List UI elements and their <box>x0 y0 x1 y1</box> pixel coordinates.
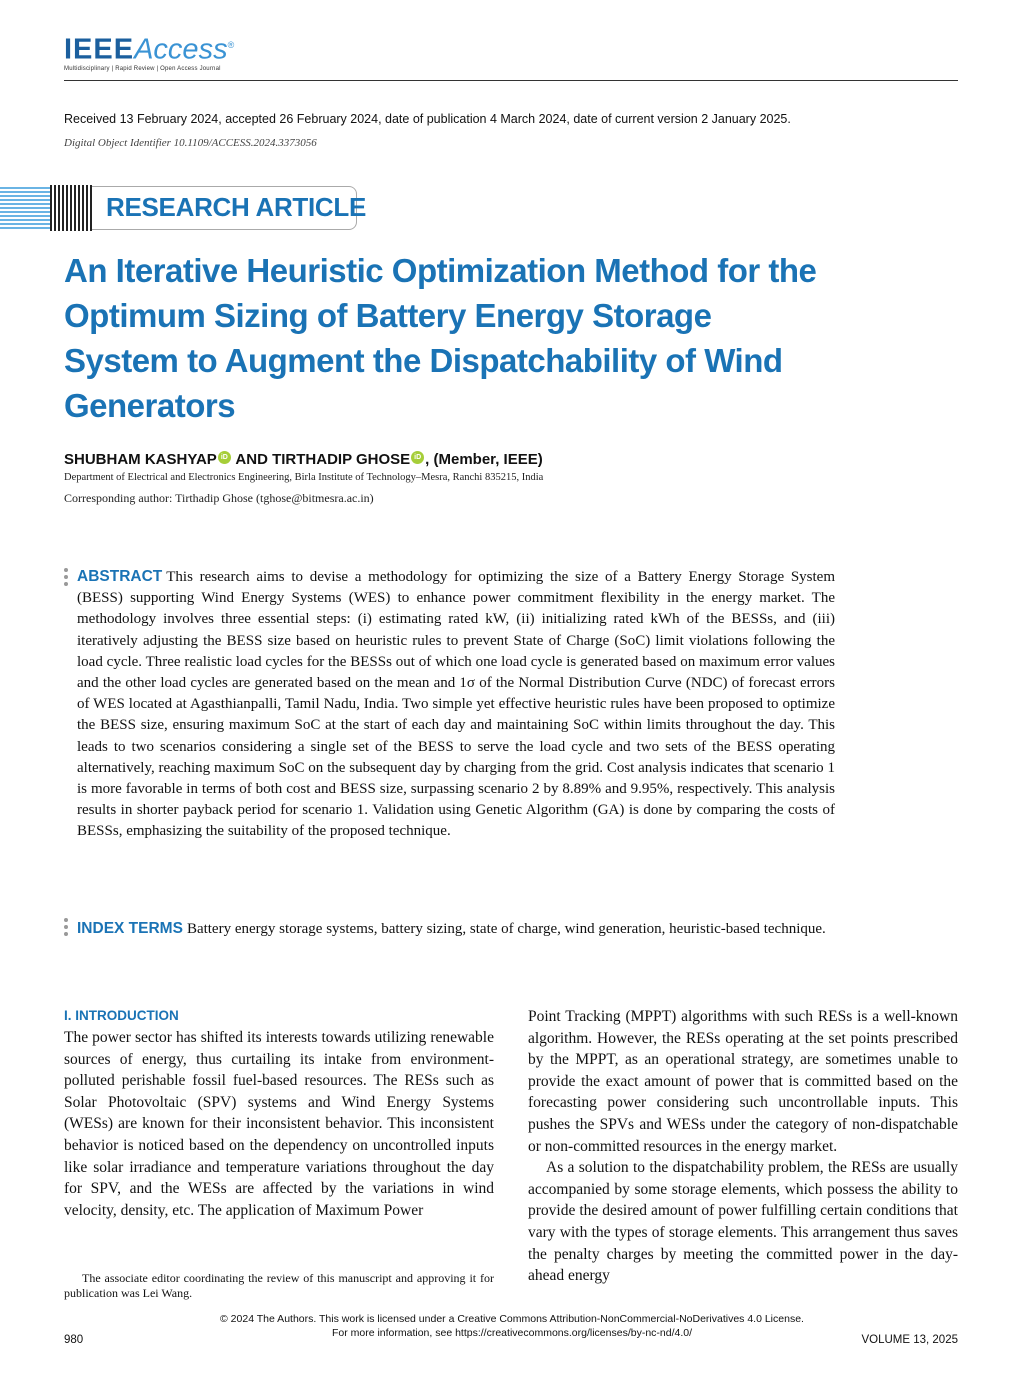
header-divider <box>64 80 958 81</box>
license-line-1: © 2024 The Authors. This work is licensed under a Creative Commons Attribution-NonCommercial-NoDerivatives 4.0 License. <box>220 1313 804 1325</box>
article-type-label: RESEARCH ARTICLE <box>106 192 367 222</box>
index-terms-text: Battery energy storage systems, battery sizing, state of charge, wind generation, heuristic-based technique. <box>186 921 826 937</box>
section-heading: I. INTRODUCTION <box>64 1008 179 1023</box>
index-terms-dots-icon <box>64 918 69 939</box>
index-terms <box>77 918 835 940</box>
body-column-left <box>64 1006 494 1221</box>
orcid-icon[interactable]: iD <box>411 451 424 464</box>
affiliation: Department of Electrical and Electronics Engineering, Birla Institute of Technology–Mesra, Ranchi 835215, India <box>64 472 544 483</box>
article-type-banner <box>0 185 367 231</box>
intro-paragraph-1: The power sector has shifted its interests towards utilizing renewable sources of energy, thus curtailing its intake from environment-polluted perishable fossil fuel-based resources. The RESs such as Solar Photovoltaic (SPV) systems and Wind Energy Systems (WESs) are known for their inconsistent behavior. This inconsistent behavior is noticed based on the dependency on uncontrolled inputs like solar irradiance and temperature variations throughout the day for SPV, and the WESs are affected by the variations in wind velocity, density, etc. The application of Maximum Power <box>64 1029 494 1219</box>
editor-footnote: The associate editor coordinating the review of this manuscript and approving it for publication was Lei Wang. <box>64 1271 494 1300</box>
abstract-heading: ABSTRACT <box>77 568 163 585</box>
received-dates: Received 13 February 2024, accepted 26 February 2024, date of publication 4 March 2024, date of current version 2 January 2025. <box>64 112 791 126</box>
logo-registered-mark: ® <box>227 40 235 50</box>
logo-wordmark <box>64 30 234 65</box>
doi-line: Digital Object Identifier 10.1109/ACCESS.2024.3373056 <box>64 137 317 149</box>
index-terms-heading: INDEX TERMS <box>77 920 183 937</box>
abstract-dots-icon <box>64 568 69 589</box>
banner-stripes <box>0 187 50 229</box>
body-column-right <box>528 1006 958 1287</box>
intro-paragraph-3: As a solution to the dispatchability problem, the RESs are usually accompanied by some storage elements, which possess the ability to provide the desired amount of power fulfilling certain conditions that vary with the types of storage elements. This arrangement thus saves the penalty charges by meeting the committed power in the day-ahead energy <box>528 1159 958 1285</box>
orcid-icon[interactable]: iD <box>218 451 231 464</box>
journal-logo <box>64 30 234 72</box>
page-number: 980 <box>64 1334 84 1346</box>
banner-barcode <box>50 185 92 231</box>
logo-ieee: IEEE <box>64 33 135 66</box>
logo-tagline: Multidisciplinary | Rapid Review | Open Access Journal <box>64 65 221 72</box>
intro-paragraph-2: Point Tracking (MPPT) algorithms with such RESs is a well-known algorithm. However, the RESs operating at the set points prescribed by the MPPT, as an operational strategy, are sometimes unable to provide the exact amount of power that is committed based on the forecasting power considering such uncontrollable inputs. This pushes the SPVs and WESs under the category of non-dispatchable or non-committed resources in the energy market. <box>528 1008 958 1155</box>
volume-label: VOLUME 13, 2025 <box>861 1334 958 1346</box>
logo-access: Access <box>134 33 228 66</box>
abstract-text: This research aims to devise a methodology for optimizing the size of a Battery Energy Storage System (BESS) supporting Wind Energy Systems (WES) to enhance power commitment flexibility in the energy market. The methodology involves three essential steps: (i) estimating rated kW, (ii) initializing rated kWh of the BESSs, and (iii) iteratively adjusting the BESS size based on heuristic rules to prevent State of Charge (SoC) limit violations following the load cycle. Three realistic load cycles for the BESSs out of which one load cycle is generated based on maximum error values and the other load cycles are generated based on the mean and 1σ of the Normal Distribution Curve (NDC) of forecast errors of WES located at Agasthianpalli, Tamil Nadu, India. Two simple yet effective heuristic rules have been proposed to optimize the BESS size, ensuring maximum SoC at the start of each day and maintaining SoC within limits throughout the day. This leads to two scenarios considering a single set of the BESS to serve the load cycle and two sets of the BESS operating alternatively, reaching maximum SoC on the subsequent day by charging from the grid. Cost analysis indicates that scenario 1 is more favorable in terms of both cost and BESS size, surpassing scenario 2 by 8.89% and 9.95%, respectively. This analysis results in shorter payback period for scenario 1. Validation using Genetic Algorithm (GA) is done by comparing the costs of BESSs, emphasizing the suitability of the proposed technique. <box>77 569 835 840</box>
author-line <box>64 451 543 468</box>
author-1: SHUBHAM KASHYAP <box>64 451 217 468</box>
paper-title: An Iterative Heuristic Optimization Method for the Optimum Sizing of Battery Energy Storage System to Augment the Dispatchability of Wind Generators <box>64 252 817 424</box>
corresponding-author: Corresponding author: Tirthadip Ghose (tghose@bitmesra.ac.in) <box>64 491 374 505</box>
author-membership: , (Member, IEEE) <box>425 451 543 468</box>
abstract <box>77 566 835 843</box>
author-2: AND TIRTHADIP GHOSE <box>231 451 411 468</box>
license-line-2[interactable]: For more information, see https://creativecommons.org/licenses/by-nc-nd/4.0/ <box>331 1327 693 1339</box>
